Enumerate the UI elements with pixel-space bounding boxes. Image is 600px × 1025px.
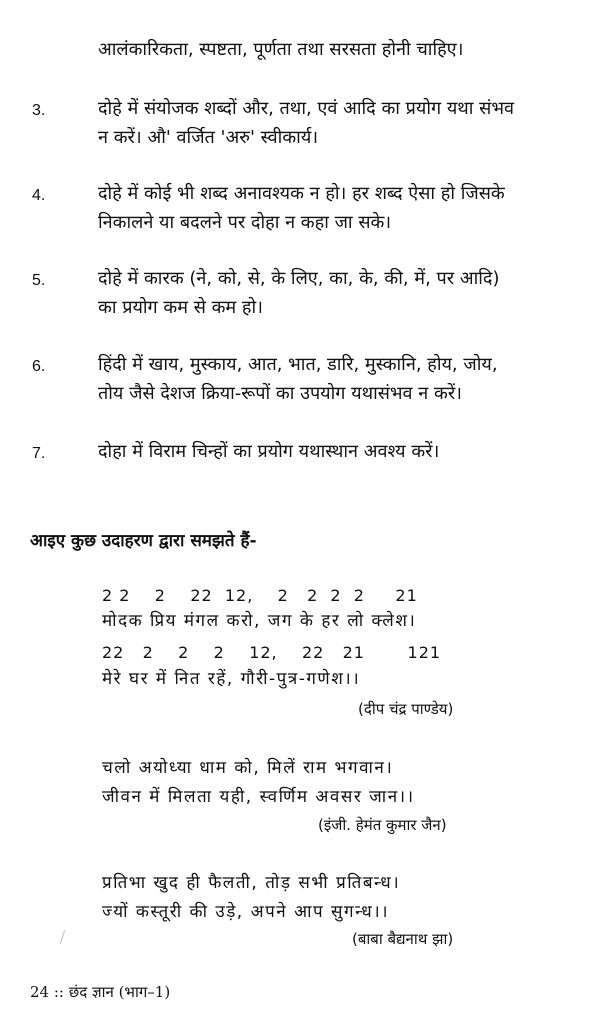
rule-6-line-2: तोय जैसे देशज क्रिया-रूपों का उपयोग यथासंभव न करें।: [98, 383, 463, 404]
rule-4-line-2: निकालने या बदलने पर दोहा न कहा जा सके।: [98, 212, 392, 233]
scan-mark: [60, 930, 65, 944]
rule-6-number: 6.: [32, 358, 46, 375]
examples-heading: आइए कुछ उदाहरण द्वारा समझते हैं-: [30, 531, 257, 551]
example-1-line-2: मेरे घर में नित रहें, गौरी-पुत्र-गणेश।।: [102, 669, 361, 689]
example-1-credit: (दीप चंद्र पाण्डेय): [358, 700, 454, 718]
rule-3-line-2: न करें। औ' वर्जित 'अरु' स्वीकार्य।: [98, 127, 319, 148]
intro-line: आलंकारिकता, स्पष्टता, पूर्णता तथा सरसता होनी चाहिए।: [98, 39, 464, 60]
example-3-line-1: प्रतिभा खुद ही फैलती, तोड़ सभी प्रतिबन्ध।: [102, 873, 401, 893]
rule-5-line-2: का प्रयोग कम से कम हो।: [98, 297, 263, 318]
example-3-credit: (बाबा बैद्यनाथ झा): [352, 930, 454, 948]
example-1-meter-2: 22 2 2 2 12, 22 21 121: [102, 643, 442, 662]
example-2-line-1: चलो अयोध्या धाम को, मिलें राम भगवान।: [102, 758, 394, 778]
rule-5-number: 5.: [32, 272, 46, 289]
example-2-credit: (इंजी. हेमंत कुमार जैन): [318, 816, 447, 834]
example-2-line-2: जीवन में मिलता यही, स्वर्णिम अवसर जान।।: [102, 787, 415, 807]
rule-5-line-1: दोहे में कारक (ने, को, से, के लिए, का, के, की, में, पर आदि): [98, 268, 500, 289]
rule-3-line-1: दोहे में संयोजक शब्दों और, तथा, एवं आदि का प्रयोग यथा संभव: [98, 98, 515, 119]
example-1-line-1: मोदक प्रिय मंगल करो, जग के हर लो क्लेश।: [102, 611, 417, 631]
rule-7-line-1: दोहा में विराम चिन्हों का प्रयोग यथास्थान अवश्य करें।: [98, 441, 440, 462]
example-1-meter-1: 2 2 2 22 12, 2 2 2 2 21: [102, 586, 418, 605]
page-footer: 24 :: छंद ज्ञान (भाग–1): [30, 983, 171, 1001]
example-3-line-2: ज्यों कस्तूरी की उड़े, अपने आप सुगन्ध।।: [102, 902, 390, 922]
rule-4-line-1: दोहे में कोई भी शब्द अनावश्यक न हो। हर शब्द ऐसा हो जिसके: [98, 183, 505, 204]
rule-4-number: 4.: [32, 187, 46, 204]
rule-7-number: 7.: [32, 445, 46, 462]
rule-3-number: 3.: [32, 102, 46, 119]
rule-6-line-1: हिंदी में खाय, मुस्काय, आत, भात, डारि, मुस्कानि, होय, जोय,: [98, 354, 498, 375]
